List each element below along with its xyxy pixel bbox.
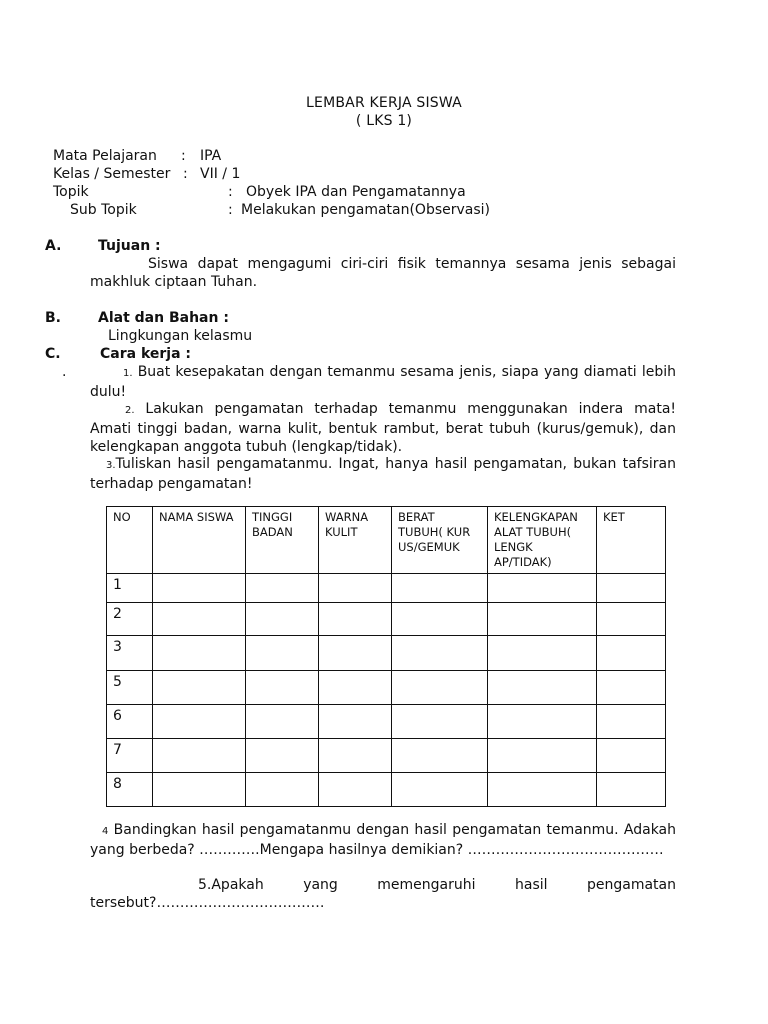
cell-weight[interactable]: [392, 636, 488, 671]
cell-height[interactable]: [246, 739, 319, 773]
cell-completeness[interactable]: [488, 705, 597, 739]
info-sep-topic: :: [228, 184, 233, 200]
table-row: [107, 739, 666, 773]
info-value-subtopic: Melakukan pengamatan(Observasi): [241, 202, 491, 218]
header-completeness: KELENGKAPAN ALAT TUBUH( LENGK AP/TIDAK): [488, 507, 597, 574]
step-1: [90, 363, 676, 401]
info-sep-class: :: [183, 166, 188, 182]
section-a-text: Siswa dapat mengagumi ciri-ciri fisik temannya sesama jenis sebagai makhluk ciptaan Tuhan.: [90, 256, 676, 290]
info-label-topic: Topik: [53, 184, 89, 200]
row-number: 7: [107, 739, 153, 773]
cell-note[interactable]: [597, 671, 666, 705]
cell-name[interactable]: [153, 574, 246, 603]
cell-height[interactable]: [246, 603, 319, 636]
step-3: [90, 455, 676, 493]
observation-table: [106, 506, 666, 807]
cell-note[interactable]: [597, 773, 666, 807]
section-b-text: Lingkungan kelasmu: [108, 328, 253, 344]
step-5: 5.Apakah yang memengaruhi hasil pengamatan tersebut?………………………………: [90, 877, 676, 911]
cell-note[interactable]: [597, 739, 666, 773]
cell-weight[interactable]: [392, 705, 488, 739]
step-4-text: Bandingkan hasil pengamatanmu dengan hasil pengamatan temanmu. Adakah yang berbeda? ………….Mengapa hasilnya demikian? ……………………………………: [90, 822, 677, 858]
table-row: [107, 636, 666, 671]
cell-height[interactable]: [246, 705, 319, 739]
cell-completeness[interactable]: [488, 636, 597, 671]
cell-height[interactable]: [246, 671, 319, 705]
cell-skin[interactable]: [319, 671, 392, 705]
step-1-text: Buat kesepakatan dengan temanmu sesama jenis, siapa yang diamati lebih dulu!: [90, 364, 676, 400]
row-number: 8: [107, 773, 153, 807]
header-name: NAMA SISWA: [153, 507, 246, 574]
step-4-number: 4: [102, 826, 109, 837]
cell-weight[interactable]: [392, 773, 488, 807]
cell-height[interactable]: [246, 773, 319, 807]
section-a-letter: A.: [45, 238, 62, 254]
info-label-subtopic: Sub Topik: [70, 202, 137, 218]
table-row: [107, 671, 666, 705]
header-height: TINGGI BADAN: [246, 507, 319, 574]
cell-skin[interactable]: [319, 603, 392, 636]
step-2-number: 2.: [125, 405, 135, 416]
table-row: [107, 574, 666, 603]
step-2: [90, 400, 676, 456]
info-value-topic: Obyek IPA dan Pengamatannya: [246, 184, 466, 200]
cell-skin[interactable]: [319, 739, 392, 773]
step-2-text: Lakukan pengamatan terhadap temanmu menggunakan indera mata! Amati tinggi badan, warna kulit, bentuk rambut, berat tubuh (kurus/gemuk), dan kelengkapan anggota tubuh (lengkap/tidak).: [90, 401, 677, 455]
cell-completeness[interactable]: [488, 773, 597, 807]
row-number: 2: [107, 603, 153, 636]
page-title: LEMBAR KERJA SISWA: [306, 95, 462, 111]
step-3-text: Tuliskan hasil pengamatanmu. Ingat, hanya hasil pengamatan, bukan tafsiran terhadap pengamatan!: [90, 456, 676, 492]
row-number: 5: [107, 671, 153, 705]
section-b-letter: B.: [45, 310, 61, 326]
info-sep-subtopic: :: [228, 202, 233, 218]
info-value-class: VII / 1: [200, 166, 241, 182]
step-1-number: 1.: [123, 368, 133, 379]
cell-name[interactable]: [153, 705, 246, 739]
cell-weight[interactable]: [392, 603, 488, 636]
table-header-row: [107, 507, 666, 574]
section-a-title: Tujuan :: [98, 238, 161, 254]
cell-note[interactable]: [597, 603, 666, 636]
cell-skin[interactable]: [319, 705, 392, 739]
cell-completeness[interactable]: [488, 603, 597, 636]
cell-height[interactable]: [246, 574, 319, 603]
row-number: 1: [107, 574, 153, 603]
section-b-title: Alat dan Bahan :: [98, 310, 229, 326]
info-label-subject: Mata Pelajaran: [53, 148, 157, 164]
info-value-subject: IPA: [200, 148, 222, 164]
cell-skin[interactable]: [319, 773, 392, 807]
cell-name[interactable]: [153, 636, 246, 671]
cell-skin[interactable]: [319, 574, 392, 603]
page-subtitle: ( LKS 1): [355, 113, 413, 129]
header-weight: BERAT TUBUH( KUR US/GEMUK: [392, 507, 488, 574]
section-c-bullet: .: [62, 364, 67, 380]
row-number: 3: [107, 636, 153, 671]
cell-weight[interactable]: [392, 574, 488, 603]
step-3-number: 3.: [106, 460, 116, 471]
row-number: 6: [107, 705, 153, 739]
header-no: NO: [107, 507, 153, 574]
info-sep-subject: :: [181, 148, 186, 164]
cell-completeness[interactable]: [488, 671, 597, 705]
cell-completeness[interactable]: [488, 574, 597, 603]
table-row: [107, 773, 666, 807]
info-label-class: Kelas / Semester: [53, 166, 171, 182]
cell-name[interactable]: [153, 671, 246, 705]
cell-note[interactable]: [597, 574, 666, 603]
cell-note[interactable]: [597, 705, 666, 739]
section-c-title: Cara kerja :: [100, 346, 191, 362]
cell-weight[interactable]: [392, 671, 488, 705]
table-row: [107, 603, 666, 636]
cell-note[interactable]: [597, 636, 666, 671]
table-row: [107, 705, 666, 739]
cell-weight[interactable]: [392, 739, 488, 773]
cell-skin[interactable]: [319, 636, 392, 671]
section-c-letter: C.: [45, 346, 61, 362]
cell-height[interactable]: [246, 636, 319, 671]
step-4: [90, 821, 676, 859]
cell-name[interactable]: [153, 603, 246, 636]
cell-completeness[interactable]: [488, 739, 597, 773]
header-note: KET: [597, 507, 666, 574]
cell-name[interactable]: [153, 739, 246, 773]
cell-name[interactable]: [153, 773, 246, 807]
header-skin: WARNA KULIT: [319, 507, 392, 574]
